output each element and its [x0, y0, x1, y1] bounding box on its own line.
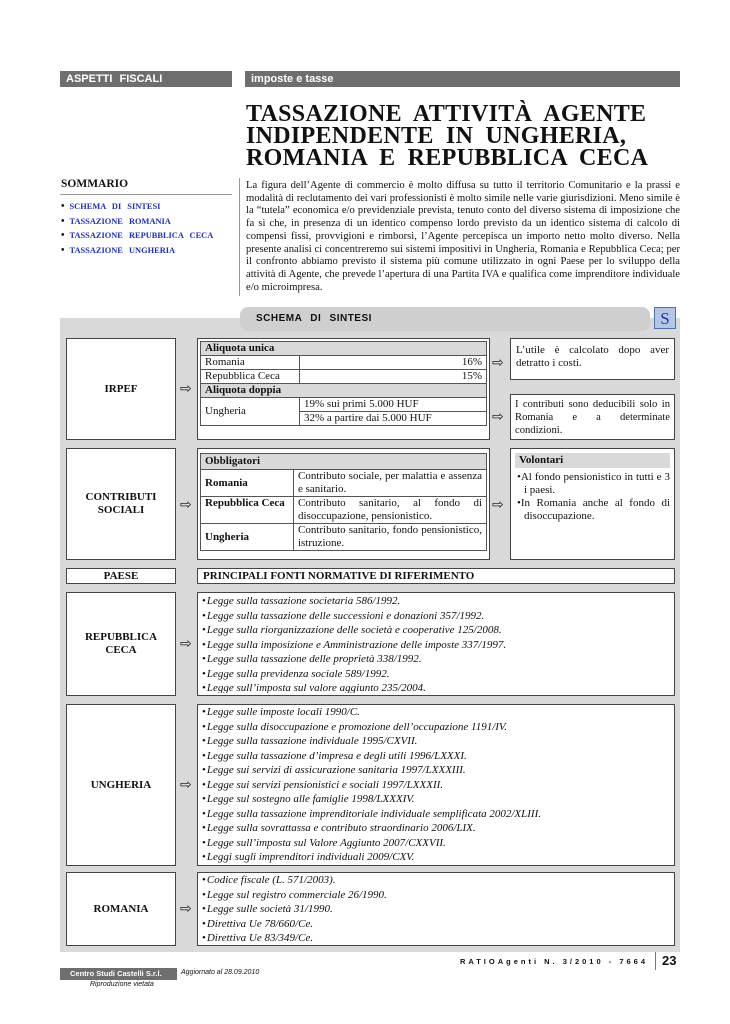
law-item: • Legge sulla tassazione d’impresa e degli utili 1996/LXXXI.: [202, 749, 670, 764]
rate-cell: 15%: [300, 370, 487, 384]
law-item: • Legge sulla tassazione imprenditoriale individuale semplificata 2002/XLIII.: [202, 807, 670, 822]
volontari-box: [510, 448, 675, 560]
sommario-item[interactable]: • TASSAZIONE ROMANIA: [61, 215, 213, 230]
fonti-header: PRINCIPALI FONTI NORMATIVE DI RIFERIMENTO: [197, 568, 675, 584]
desc-cell: Contributo sociale, per malattia e assenza e sanitario.: [294, 470, 487, 497]
arrow-right-icon: ⇨: [180, 777, 192, 793]
aliquota-unica-heading: Aliquota unica: [201, 342, 487, 356]
rep-ceca-laws: [197, 592, 675, 696]
irpef-label: IRPEF: [66, 338, 176, 440]
publication-info: RATIOAgenti N. 3/2010 - 7664: [459, 957, 648, 966]
table-row: [201, 470, 487, 497]
ungheria-laws: [197, 704, 675, 866]
rep-ceca-label: REPUBBLICA CECA: [66, 592, 176, 696]
schema-heading: SCHEMA DI SINTESI: [256, 313, 372, 324]
table-row: [201, 356, 487, 370]
country-cell: Romania: [201, 470, 294, 497]
intro-paragraph: La figura dell’Agente di commercio è molto diffusa su tutto il territorio Comunitario e la prassi e modalità di reclutamento dei vari professionisti è molto simile nelle varie giurisdizioni. Meno simile è la “tutela” economica e/o previdenziale prevista, tenuto conto del diverso sistema di imposizione che fa sì che, in presenza di un identico compenso lordo previsto da un identico sistema di calcolo di compensi fissi, provvigioni e rimborsi, l’Agente percepisca un importo netto molto diverso. Nella presente analisi ci concentreremo sui sistemi impositivi in Ungheria, Romania e Repubblica Ceca; per il confronto abbiamo previsto il sistema più comune utilizzato in ogni Paese per lo sviluppo della attività di Agente, che prevede l’apertura di una Partita IVA e qualifica come imprenditore individuale e/o microimpresa.: [246, 180, 680, 293]
footer-rule: [655, 952, 656, 970]
law-item: • Direttiva Ue 78/660/Ce.: [202, 917, 670, 932]
obbligatori-heading: Obbligatori: [201, 454, 487, 470]
arrow-right-icon: ⇨: [180, 636, 192, 652]
title-line-2: INDIPENDENTE IN UNGHERIA,: [246, 123, 627, 149]
page-title: [246, 103, 686, 169]
irpef-table-box: [197, 338, 490, 440]
arrow-right-icon: ⇨: [180, 497, 192, 513]
romania-label: ROMANIA: [66, 872, 176, 946]
sommario-item[interactable]: • TASSAZIONE REPUBBLICA CECA: [61, 229, 213, 244]
sommario-list: [61, 200, 213, 258]
arrow-right-icon: ⇨: [492, 497, 504, 513]
desc-cell: Contributo sanitario, al fondo di disoccupazione, pensionistico.: [294, 497, 487, 524]
arrow-right-icon: ⇨: [180, 381, 192, 397]
title-line-3: ROMANIA E REPUBBLICA CECA: [246, 145, 649, 171]
rate-cell: 32% a partire dai 5.000 HUF: [300, 412, 487, 426]
law-item: • Legge sul registro commerciale 26/1990.: [202, 888, 670, 903]
table-row: [201, 497, 487, 524]
law-item: • Legge sui servizi pensionistici e sociali 1997/LXXXII.: [202, 778, 670, 793]
paese-header: PAESE: [66, 568, 176, 584]
law-item: • Legge sulle imposte locali 1990/C.: [202, 705, 670, 720]
desc-cell: Contributo sanitario, fondo pensionistico, istruzione.: [294, 524, 487, 551]
irpef-note-1: L’utile è calcolato dopo aver detratto i costi.: [510, 338, 675, 380]
ungheria-label: UNGHERIA: [66, 704, 176, 866]
volontari-item: •In Romania anche al fondo di disoccupazione.: [517, 497, 670, 522]
law-item: • Legge sulla previdenza sociale 589/1992.: [202, 667, 670, 682]
irpef-table: [200, 341, 487, 426]
law-item: • Legge sull’imposta sul valore aggiunto 235/2004.: [202, 681, 670, 696]
contributi-label: CONTRIBUTI SOCIALI: [66, 448, 176, 560]
law-item: • Legge sulla tassazione societaria 586/1992.: [202, 594, 670, 609]
law-item: • Legge sul sostegno alle famiglie 1998/LXXXIV.: [202, 792, 670, 807]
sommario-divider: [60, 194, 232, 195]
schema-badge: S: [654, 307, 676, 329]
updated-date: Aggiornato al 28.09.2010: [181, 969, 260, 976]
law-item: • Codice fiscale (L. 571/2003).: [202, 873, 670, 888]
law-item: • Legge sulla sovrattassa e contributo straordinario 2006/LIX.: [202, 821, 670, 836]
law-item: • Leggi sugli imprenditori individuali 2009/CXV.: [202, 850, 670, 865]
contributi-table: [200, 453, 487, 551]
table-row: [201, 524, 487, 551]
reproduction-note: Riproduzione vietata: [90, 981, 154, 988]
volontari-item: •Al fondo pensionistico in tutti e 3 i paesi.: [517, 471, 670, 496]
law-item: • Legge sulle società 31/1990.: [202, 902, 670, 917]
sommario-heading: SOMMARIO: [61, 178, 129, 190]
irpef-note-2: I contributi sono deducibili solo in Romania e a determinate condizioni.: [510, 394, 675, 440]
country-cell: Ungheria: [201, 398, 300, 426]
page-number: 23: [662, 953, 677, 968]
table-row: [201, 398, 487, 412]
arrow-right-icon: ⇨: [492, 409, 504, 425]
country-cell: Ungheria: [201, 524, 294, 551]
law-item: • Legge sulla tassazione delle successioni e donazioni 357/1992.: [202, 609, 670, 624]
country-cell: Repubblica Ceca: [201, 497, 294, 524]
country-cell: Repubblica Ceca: [201, 370, 300, 384]
law-item: • Legge sulla tassazione individuale 1995/CXVII.: [202, 734, 670, 749]
country-cell: Romania: [201, 356, 300, 370]
arrow-right-icon: ⇨: [180, 901, 192, 917]
law-item: • Legge sull’imposta sul Valore Aggiunto 2007/CXXVII.: [202, 836, 670, 851]
aliquota-doppia-heading: Aliquota doppia: [201, 384, 487, 398]
law-item: • Legge sui servizi di assicurazione sanitaria 1997/LXXXIII.: [202, 763, 670, 778]
publisher-label: Centro Studi Castelli S.r.l.: [60, 968, 177, 980]
law-item: • Legge sulla disoccupazione e promozione dell’occupazione 1191/IV.: [202, 720, 670, 735]
sommario-item[interactable]: • TASSAZIONE UNGHERIA: [61, 244, 213, 259]
section-label: ASPETTI FISCALI: [60, 71, 232, 87]
title-line-1: TASSAZIONE ATTIVITÀ AGENTE: [246, 101, 647, 127]
column-divider: [239, 178, 240, 296]
category-label: imposte e tasse: [245, 71, 680, 87]
sommario-item[interactable]: • SCHEMA DI SINTESI: [61, 200, 213, 215]
volontari-heading: Volontari: [515, 453, 670, 468]
table-row: [201, 370, 487, 384]
romania-laws: [197, 872, 675, 946]
law-item: • Legge sulla tassazione delle proprietà 338/1992.: [202, 652, 670, 667]
contributi-table-box: [197, 448, 490, 560]
rate-cell: 16%: [300, 356, 487, 370]
arrow-right-icon: ⇨: [492, 355, 504, 371]
law-item: • Direttiva Ue 83/349/Ce.: [202, 931, 670, 946]
law-item: • Legge sulla riorganizzazione delle società e cooperative 125/2008.: [202, 623, 670, 638]
rate-cell: 19% sui primi 5.000 HUF: [300, 398, 487, 412]
law-item: • Legge sulla imposizione e Amministrazione delle imposte 337/1997.: [202, 638, 670, 653]
